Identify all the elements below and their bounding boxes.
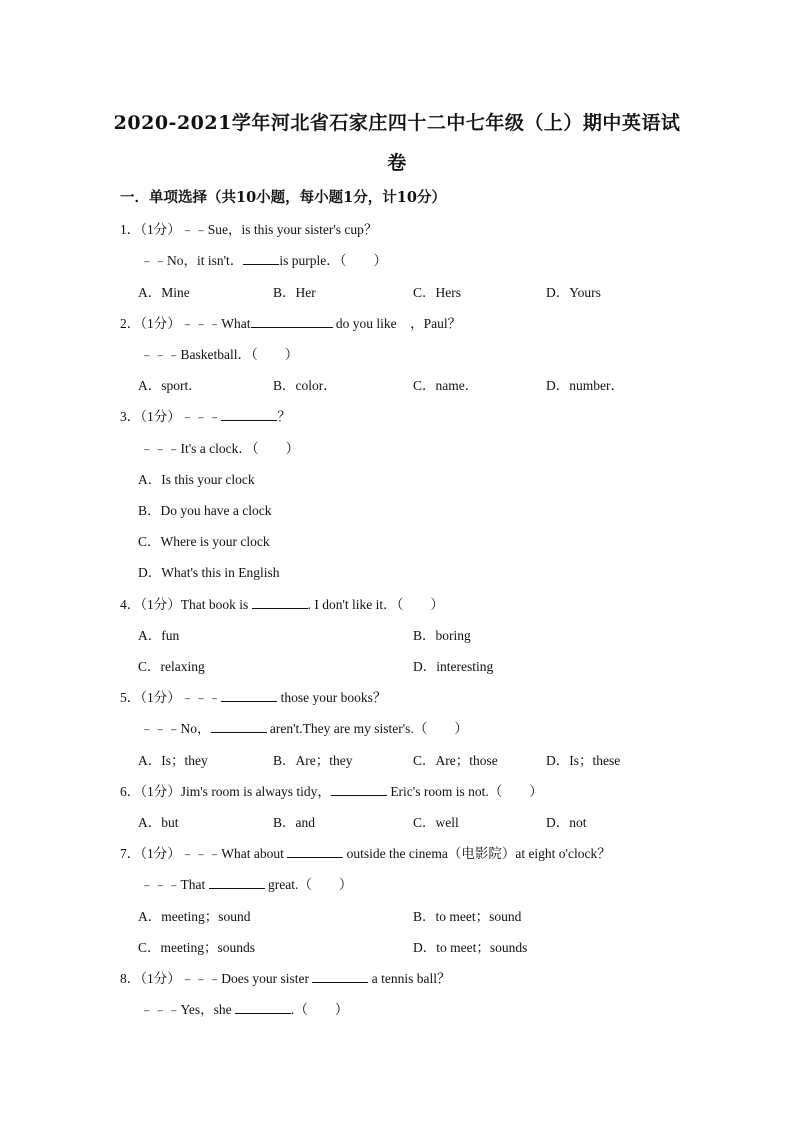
- question-5-option-b[interactable]: B．Are；they: [273, 753, 353, 768]
- page-title-line2: 卷: [387, 152, 407, 174]
- question-2-stem: [120, 312, 461, 332]
- stem-text: 8．（1分）﹣﹣﹣Does your sister: [120, 971, 313, 986]
- stem-text: Eric's room is not.（ ）: [386, 784, 543, 799]
- answer-blank[interactable]: [251, 315, 333, 328]
- question-7-answer-line: [140, 873, 352, 893]
- question-1-option-b[interactable]: B．Her: [273, 285, 316, 300]
- question-7-option-d[interactable]: D．to meet；sounds: [413, 940, 528, 955]
- question-1-option-c[interactable]: C．Hers: [413, 285, 461, 300]
- answer-blank[interactable]: [221, 689, 277, 702]
- answer-blank[interactable]: [243, 252, 279, 265]
- section-heading: 一．单项选择（共10小题，每小题1分，计10分）: [120, 189, 446, 206]
- stem-text: 2．（1分）﹣﹣﹣What: [120, 316, 251, 331]
- answer-text: ﹣﹣﹣That: [140, 877, 209, 892]
- answer-blank[interactable]: [312, 970, 368, 983]
- answer-blank[interactable]: [287, 845, 343, 858]
- stem-text: 7．（1分）﹣﹣﹣What about: [120, 846, 288, 861]
- question-5-option-c[interactable]: C．Are；those: [413, 753, 498, 768]
- question-6-stem: [120, 780, 543, 800]
- stem-text: outside the cinema（电影院）at eight o'clock？: [343, 846, 611, 861]
- question-3-answer-line: ﹣﹣﹣It's a clock．（ ）: [140, 441, 300, 456]
- question-7-option-a[interactable]: A．meeting；sound: [138, 909, 251, 924]
- answer-text: ﹣﹣﹣No，: [140, 721, 211, 736]
- question-4-option-a[interactable]: A．fun: [138, 628, 180, 643]
- question-3-stem: [120, 405, 291, 425]
- answer-text: .（ ）: [291, 1002, 349, 1017]
- question-5-option-d[interactable]: D．Is；these: [546, 753, 621, 768]
- question-5-stem: [120, 686, 386, 706]
- question-6-option-d[interactable]: D．not: [546, 815, 587, 830]
- stem-text: those your books？: [277, 690, 387, 705]
- question-1-answer-line: [140, 249, 387, 269]
- question-7-option-c[interactable]: C．meeting；sounds: [138, 940, 255, 955]
- question-6-option-b[interactable]: B．and: [273, 815, 315, 830]
- stem-text: a tennis ball？: [368, 971, 451, 986]
- question-4-option-b[interactable]: B．boring: [413, 628, 471, 643]
- answer-text: great.（ ）: [264, 877, 353, 892]
- answer-blank[interactable]: [221, 408, 277, 421]
- question-3-option-c[interactable]: C．Where is your clock: [138, 534, 270, 549]
- question-2-answer-line: ﹣﹣﹣Basketball．（ ）: [140, 347, 299, 362]
- answer-blank[interactable]: [235, 1001, 291, 1014]
- answer-text: ﹣﹣No，it isn't．: [140, 253, 244, 268]
- question-5-option-a[interactable]: A．Is；they: [138, 753, 208, 768]
- stem-text: do you like ，Paul？: [332, 316, 462, 331]
- question-3-option-b[interactable]: B．Do you have a clock: [138, 503, 272, 518]
- question-1-option-a[interactable]: A．Mine: [138, 285, 190, 300]
- question-7-option-b[interactable]: B．to meet；sound: [413, 909, 522, 924]
- stem-text: . I don't like it．（ ）: [307, 597, 444, 612]
- question-6-option-c[interactable]: C．well: [413, 815, 459, 830]
- answer-blank[interactable]: [209, 876, 265, 889]
- question-4-stem: [120, 593, 444, 613]
- question-2-option-a[interactable]: A．sport．: [138, 378, 202, 393]
- question-2-option-b[interactable]: B．color．: [273, 378, 337, 393]
- answer-text: ﹣﹣﹣Yes，she: [140, 1002, 236, 1017]
- stem-text: 5．（1分）﹣﹣﹣: [120, 690, 222, 705]
- answer-text: aren't.They are my sister's.（ ）: [266, 721, 468, 736]
- page-title-line1: 2020-2021学年河北省石家庄四十二中七年级（上）期中英语试: [113, 112, 681, 134]
- question-4-option-c[interactable]: C．relaxing: [138, 659, 205, 674]
- question-6-option-a[interactable]: A．but: [138, 815, 179, 830]
- question-1-stem: 1．（1分）﹣﹣Sue，is this your sister's cup？: [120, 222, 378, 237]
- question-8-stem: [120, 967, 450, 987]
- question-2-option-c[interactable]: C．name．: [413, 378, 479, 393]
- question-7-stem: [120, 842, 611, 862]
- question-1-option-d[interactable]: D．Yours: [546, 285, 601, 300]
- question-5-answer-line: [140, 717, 468, 737]
- stem-text: 6．（1分）Jim's room is always tidy，: [120, 784, 331, 799]
- answer-blank[interactable]: [211, 720, 267, 733]
- answer-blank[interactable]: [331, 783, 387, 796]
- question-2-option-d[interactable]: D．number．: [546, 378, 624, 393]
- question-3-option-a[interactable]: A．Is this your clock: [138, 472, 255, 487]
- stem-text: 4．（1分）That book is: [120, 597, 252, 612]
- question-3-option-d[interactable]: D．What's this in English: [138, 565, 280, 580]
- question-4-option-d[interactable]: D．interesting: [413, 659, 494, 674]
- question-8-answer-line: [140, 998, 348, 1018]
- stem-text: ？: [277, 409, 291, 424]
- stem-text: 3．（1分）﹣﹣﹣: [120, 409, 222, 424]
- answer-text: is purple．（ ）: [279, 253, 387, 268]
- answer-blank[interactable]: [252, 596, 308, 609]
